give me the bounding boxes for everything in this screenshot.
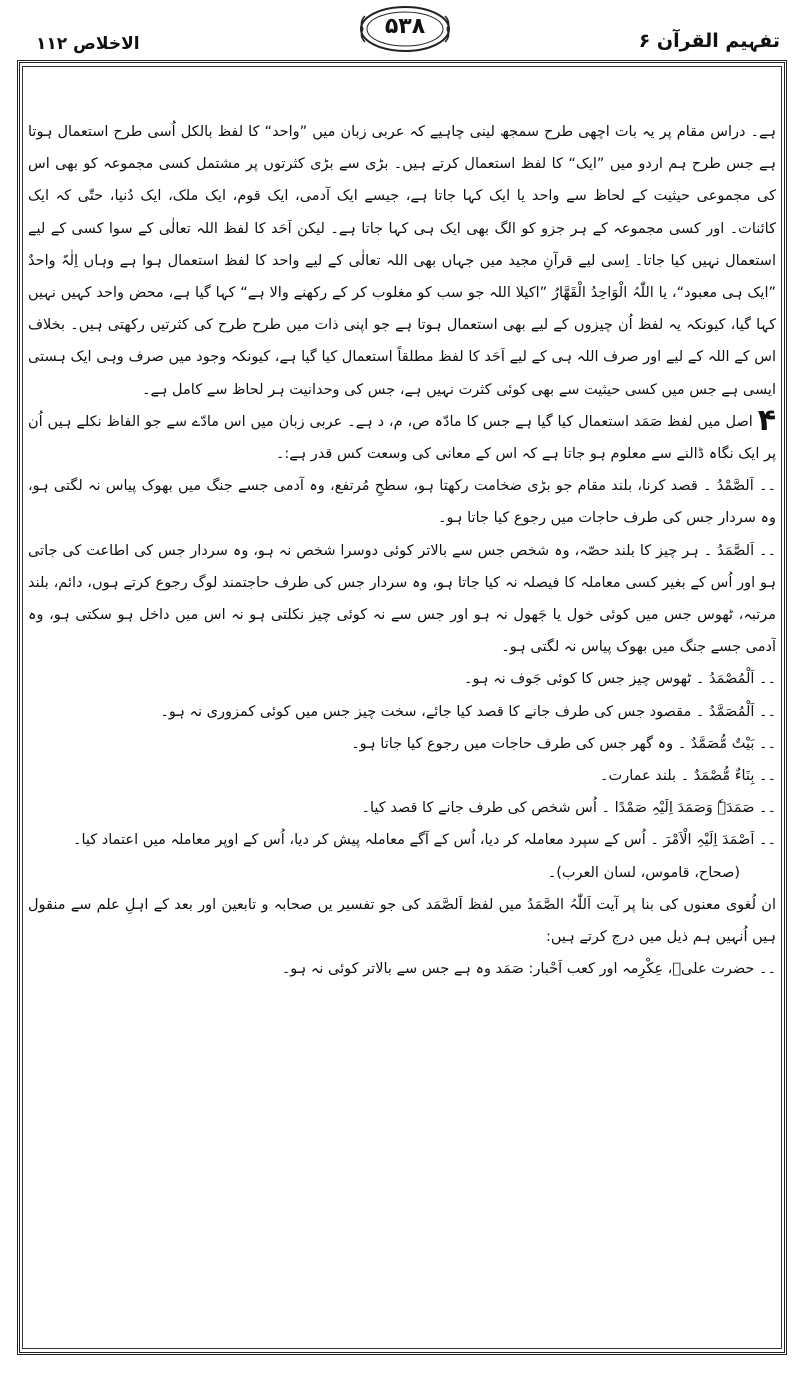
sources-citation: (صحاح، قاموس، لسان العرب)۔ bbox=[547, 864, 740, 881]
page-number: ۵۳۸ bbox=[384, 14, 426, 39]
book-title: تفہیم القرآن ۶ bbox=[638, 30, 780, 52]
definition-entry: ۔۔ اَصْمَدَ اِلَیْہِ الْاَمْرَ ۔ اُس کے سپرد معاملہ کر دیا، اُس کے آگے معاملہ پیش کر دیا، اُس کے اوپر معاملہ میں اعتماد کیا۔ bbox=[73, 832, 776, 849]
paragraph-wahid-ahad: ہے۔ دراس مقام پر یہ بات اچھی طرح سمجھ لینی چاہیے کہ عربی زبان میں ”واحد“ کا لفظ بالکل اُسی طرح استعمال ہوتا ہے جس طرح ہم اردو میں ”ایک“ کا لفظ استعمال کرتے ہیں۔ بڑی سے بڑی کثرتوں پر مشتمل کسی مجموعہ کو بھی اس کی مجموعی حیثیت کے لحاظ سے واحد یا ایک کہا جاتا ہے، جیسے ایک آدمی، ایک قوم، ایک ملک، ایک دُنیا، حتّٰی کہ ایک کائنات۔ اور کسی مجموعہ کے ہر جزو کو الگ بھی ایک ہی کہا جاتا ہے۔ لیکن اَحَد کا لفظ اللہ تعالٰی کے سوا کسی کے لیے استعمال نہیں کیا جاتا۔ اِسی لیے قرآنِ مجید میں جہاں بھی اللہ تعالٰی کے لیے واحد کا لفظ استعمال ہوا ہے وہاں اِلٰہٌ واحدٌ ”ایک ہی معبود“، یا اللّٰہُ الْوَاحِدُ الْقَھَّارُ ”اکیلا اللہ جو سب کو مغلوب کر کے رکھنے والا ہے“ کہا گیا ہے، محض واحد کہیں نہیں کہا گیا، کیونکہ یہ لفظ اُن چیزوں کے لیے بھی استعمال ہوتا ہے جو اپنی ذات میں طرح طرح کی کثرتیں رکھتی ہیں۔ بخلاف اس کے اللہ کے لیے اور صرف اللہ ہی کے لیے اَحَد کا لفظ مطلقاً استعمال کیا گیا ہے، کیونکہ وجود میں صرف وہی ایک ہستی ایسی ہے جس میں کسی حیثیت سے بھی کوئی کثرت نہیں ہے، جس کی وحدانیت ہر لحاظ سے کامل ہے۔ bbox=[28, 124, 776, 398]
definition-entry: ۔۔ اَلْمُصْمَدُ ۔ ٹھوس چیز جس کا کوئی جَوف نہ ہو۔ bbox=[463, 671, 776, 688]
definition-entry: ۔۔ اَلْمُصَمَّدُ ۔ مقصود جس کی طرف جانے کا قصد کیا جائے، سخت چیز جس میں کوئی کمزوری نہ ہو۔ bbox=[160, 703, 776, 720]
definition-entry: ۔۔ اَلصَّمْدُ ۔ قصد کرنا، بلند مقام جو بڑی ضخامت رکھتا ہو، سطحِ مُرتفع، وہ آدمی جسے جنگ میں بھوک پیاس نہ لگتی ہو، وہ سردار جس کی طرف حاجات میں رجوع کیا جاتا ہو۔ bbox=[28, 478, 776, 527]
note-4 bbox=[28, 402, 776, 470]
page-body bbox=[28, 116, 776, 1341]
tafsir-entry: ۔۔ حضرت علیؓ، عِکْرِمہ اور کعب اَحْبار: صَمَد وہ ہے جس سے بالاتر کوئی نہ ہو۔ bbox=[281, 961, 776, 978]
surah-title: الاخلاص ۱۱۲ bbox=[36, 34, 140, 54]
definition-entry: ۔۔ صَمَدَہٗ وَصَمَدَ اِلَیْہِ صَمْدًا ۔ اُس شخص کی طرف جانے کا قصد کیا۔ bbox=[361, 800, 776, 817]
definition-entry: ۔۔ بَیْتٌ مُّصَمَّدٌ ۔ وہ گھر جس کی طرف حاجات میں رجوع کیا جاتا ہو۔ bbox=[351, 735, 776, 752]
page-header bbox=[0, 0, 808, 62]
note-number: ۴ bbox=[757, 402, 776, 438]
page-number-cartouche bbox=[357, 4, 453, 54]
note-intro: اصل میں لفظ صَمَد استعمال کیا گیا ہے جس کا مادّہ ص، م، د ہے۔ عربی زبان میں اس مادّے سے جو الفاظ نکلے ہیں اُن پر ایک نگاہ ڈالنے سے معلوم ہو جاتا ہے کہ اس کے معانی کی وسعت کس قدر ہے:۔ bbox=[28, 413, 776, 463]
definition-entry: ۔۔ بِنَاءٌ مُّصْمَدٌ ۔ بلند عمارت۔ bbox=[600, 768, 776, 785]
closing-paragraph: ان لُغوی معنوں کی بنا پر آیت اَللّٰہُ الصَّمَدُ میں لفظ اَلصَّمَد کی جو تفسیر یں صحابہ و تابعین اور بعد کے اہلِ علم سے منقول ہیں اُنہیں ہم ذیل میں درج کرتے ہیں: bbox=[28, 896, 776, 946]
definition-entry: ۔۔ اَلصَّمَدُ ۔ ہر چیز کا بلند حصّہ، وہ شخص جس سے بالاتر کوئی دوسرا شخص نہ ہو، وہ سردار جس کی اطاعت کی جاتی ہو اور اُس کے بغیر کسی معاملہ کا فیصلہ نہ کیا جاتا ہو، وہ سردار جس کی طرف حاجتمند لوگ رجوع کرتے ہوں، دائم، بلند مرتبہ، ٹھوس جس میں کوئی خول یا جَھول نہ ہو اور جس سے نہ کوئی چیز نکلتی ہو نہ اس میں داخل ہو سکتی ہو، وہ آدمی جسے جنگ میں بھوک پیاس نہ لگتی ہو۔ bbox=[28, 542, 776, 656]
